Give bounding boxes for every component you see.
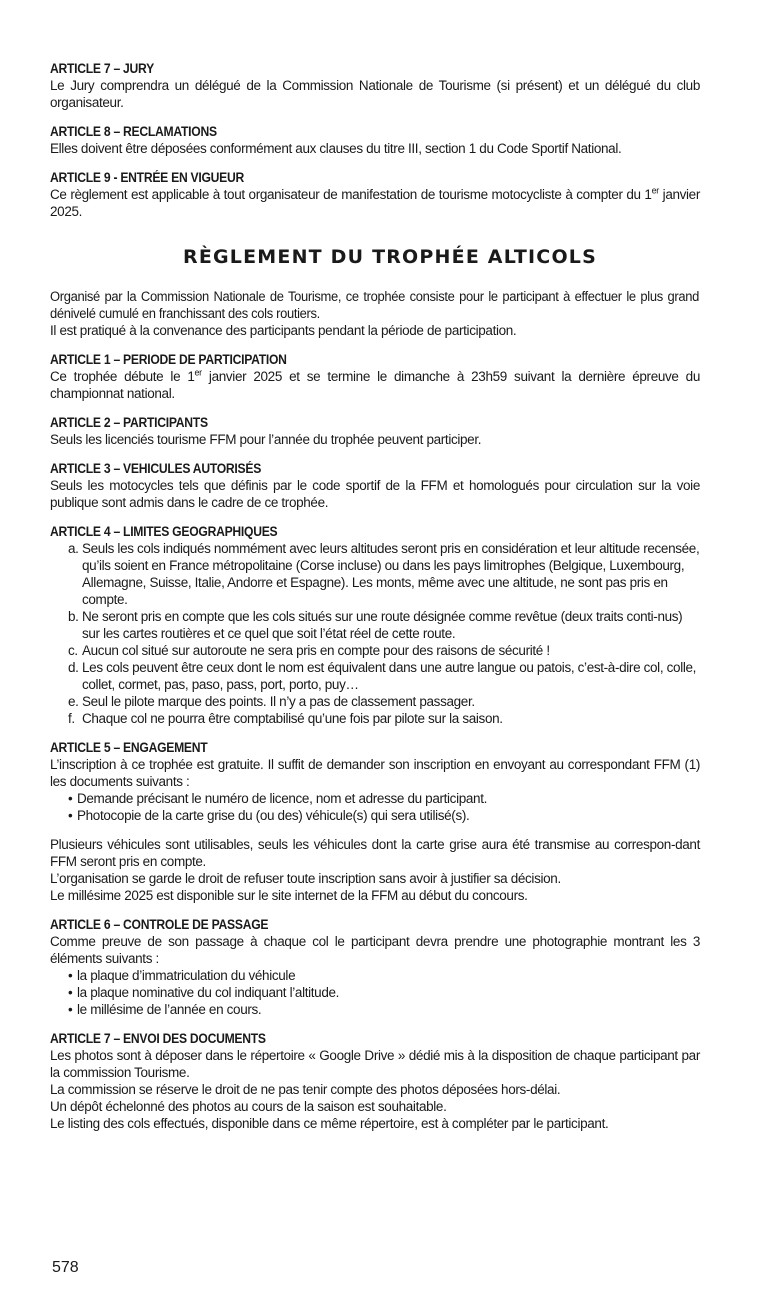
- article-4: [50, 523, 700, 727]
- article-text: Un dépôt échelonné des photos au cours de la saison est souhaitable.: [50, 1099, 447, 1114]
- article-text: L’organisation se garde le droit de refuser toute inscription sans avoir à justifier sa décision.: [50, 871, 561, 886]
- article-heading: ARTICLE 3 – VEHICULES AUTORISÉS: [50, 461, 262, 476]
- article-text: Plusieurs véhicules sont utilisables, seuls les véhicules dont la carte grise aura été transmise au correspon-dant FFM seront pris en compte.: [50, 837, 700, 869]
- article-2: [50, 414, 700, 448]
- intro-paragraph: Il est pratiqué à la convenance des participants pendant la période de participation.: [50, 323, 517, 338]
- article-heading: ARTICLE 9 - ENTRÉE EN VIGUEUR: [50, 170, 245, 185]
- article-text: Elles doivent être déposées conformément aux clauses du titre III, section 1 du Code Sportif National.: [50, 141, 622, 156]
- bullet-icon: •: [68, 968, 73, 983]
- list-item: a. Seuls les cols indiqués nommément avec leurs altitudes seront pris en considération et leur altitude recensée, qu’ils soient en France métropolitaine (Corse incluse) ou dans les pays limitrophes (Belgique, Luxembourg, Allemagne, Suisse, Italie, Andorre et Espagne). Les monts, même avec une altitude, ne sont pas pris en compte.: [68, 541, 700, 607]
- lettered-list: [50, 540, 700, 727]
- bullet-icon: •: [68, 985, 73, 1000]
- article-text: Ce trophée débute le 1er janvier 2025 et se termine le dimanche à 23h59 suivant la dernière épreuve du championnat national.: [50, 367, 701, 401]
- list-item: b. Ne seront pris en compte que les cols situés sur une route désignée comme revêtue (deux traits conti-nus) sur les cartes routières et ce quel que soit l’état réel de cette route.: [68, 609, 683, 641]
- bullet-item: • Demande précisant le numéro de licence, nom et adresse du participant.: [68, 791, 487, 806]
- bullet-icon: •: [68, 1002, 73, 1017]
- article-text: Comme preuve de son passage à chaque col le participant devra prendre une photographie montrant les 3 éléments suivants :: [50, 934, 700, 966]
- article-heading: ARTICLE 6 – CONTROLE DE PASSAGE: [50, 917, 269, 932]
- bullet-icon: •: [68, 791, 73, 806]
- article-heading: ARTICLE 7 – ENVOI DES DOCUMENTS: [50, 1031, 266, 1046]
- article-5: [50, 739, 700, 904]
- bullet-item: • la plaque nominative du col indiquant l’altitude.: [68, 985, 340, 1000]
- bullet-item: • Photocopie de la carte grise du (ou des) véhicule(s) qui sera utilisé(s).: [68, 808, 470, 823]
- bullet-icon: •: [68, 808, 73, 823]
- article-7-jury: [50, 60, 700, 111]
- bullet-item: • le millésime de l’année en cours.: [68, 1002, 262, 1017]
- article-heading: ARTICLE 5 – ENGAGEMENT: [50, 740, 208, 755]
- list-item: f. Chaque col ne pourra être comptabilisé qu’une fois par pilote sur la saison.: [68, 711, 503, 726]
- article-text: Seuls les motocycles tels que définis par le code sportif de la FFM et homologués pour circulation sur la voie publique sont admis dans le cadre de ce trophée.: [50, 478, 700, 510]
- document-page: [50, 60, 700, 1144]
- page-number: 578: [52, 1259, 79, 1276]
- intro-paragraph: Organisé par la Commission Nationale de Tourisme, ce trophée consiste pour le participant à effectuer le plus grand dénivelé cumulé en franchissant des cols routiers.: [50, 289, 699, 321]
- article-heading: ARTICLE 2 – PARTICIPANTS: [50, 415, 208, 430]
- article-text: Ce règlement est applicable à tout organisateur de manifestation de tourisme motocycliste à compter du 1er janvier 2025.: [50, 185, 700, 219]
- list-item: c. Aucun col situé sur autoroute ne sera pris en compte pour des raisons de sécurité !: [68, 643, 550, 658]
- article-1: [50, 351, 700, 402]
- article-3: [50, 460, 700, 511]
- article-text: Le listing des cols effectués, disponible dans ce même répertoire, est à compléter par le participant.: [50, 1116, 609, 1131]
- article-text: Seuls les licenciés tourisme FFM pour l’année du trophée peuvent participer.: [50, 432, 482, 447]
- article-heading: ARTICLE 1 – PERIODE DE PARTICIPATION: [50, 352, 287, 367]
- article-6: [50, 916, 700, 1018]
- article-9-entree-en-vigueur: [50, 169, 700, 220]
- article-text: Les photos sont à déposer dans le répertoire « Google Drive » dédié mis à la disposition de chaque participant par la commission Tourisme.: [50, 1048, 700, 1080]
- article-8-reclamations: [50, 123, 700, 157]
- article-heading: ARTICLE 8 – RECLAMATIONS: [50, 124, 217, 139]
- bullet-item: • la plaque d’immatriculation du véhicule: [68, 968, 296, 983]
- article-text: L’inscription à ce trophée est gratuite. Il suffit de demander son inscription en envoyant au correspondant FFM (1) les documents suivants :: [50, 757, 700, 789]
- article-text: Le millésime 2025 est disponible sur le site internet de la FFM au début du concours.: [50, 888, 528, 903]
- article-text: La commission se réserve le droit de ne pas tenir compte des photos déposées hors-délai.: [50, 1082, 561, 1097]
- intro: [50, 288, 700, 339]
- article-7-envoi: [50, 1030, 700, 1132]
- list-item: e. Seul le pilote marque des points. Il n’y a pas de classement passager.: [68, 694, 475, 709]
- article-heading: ARTICLE 7 – JURY: [50, 61, 154, 76]
- main-title: RÈGLEMENT DU TROPHÉE ALTICOLS: [183, 246, 597, 268]
- article-text: Le Jury comprendra un délégué de la Commission Nationale de Tourisme (si présent) et un délégué du club organisateur.: [50, 78, 700, 110]
- list-item: d. Les cols peuvent être ceux dont le nom est équivalent dans une autre langue ou patois, c’est-à-dire col, colle, collet, cormet, pas, paso, pass, port, porto, puy…: [68, 660, 697, 692]
- article-heading: ARTICLE 4 – LIMITES GEOGRAPHIQUES: [50, 524, 278, 539]
